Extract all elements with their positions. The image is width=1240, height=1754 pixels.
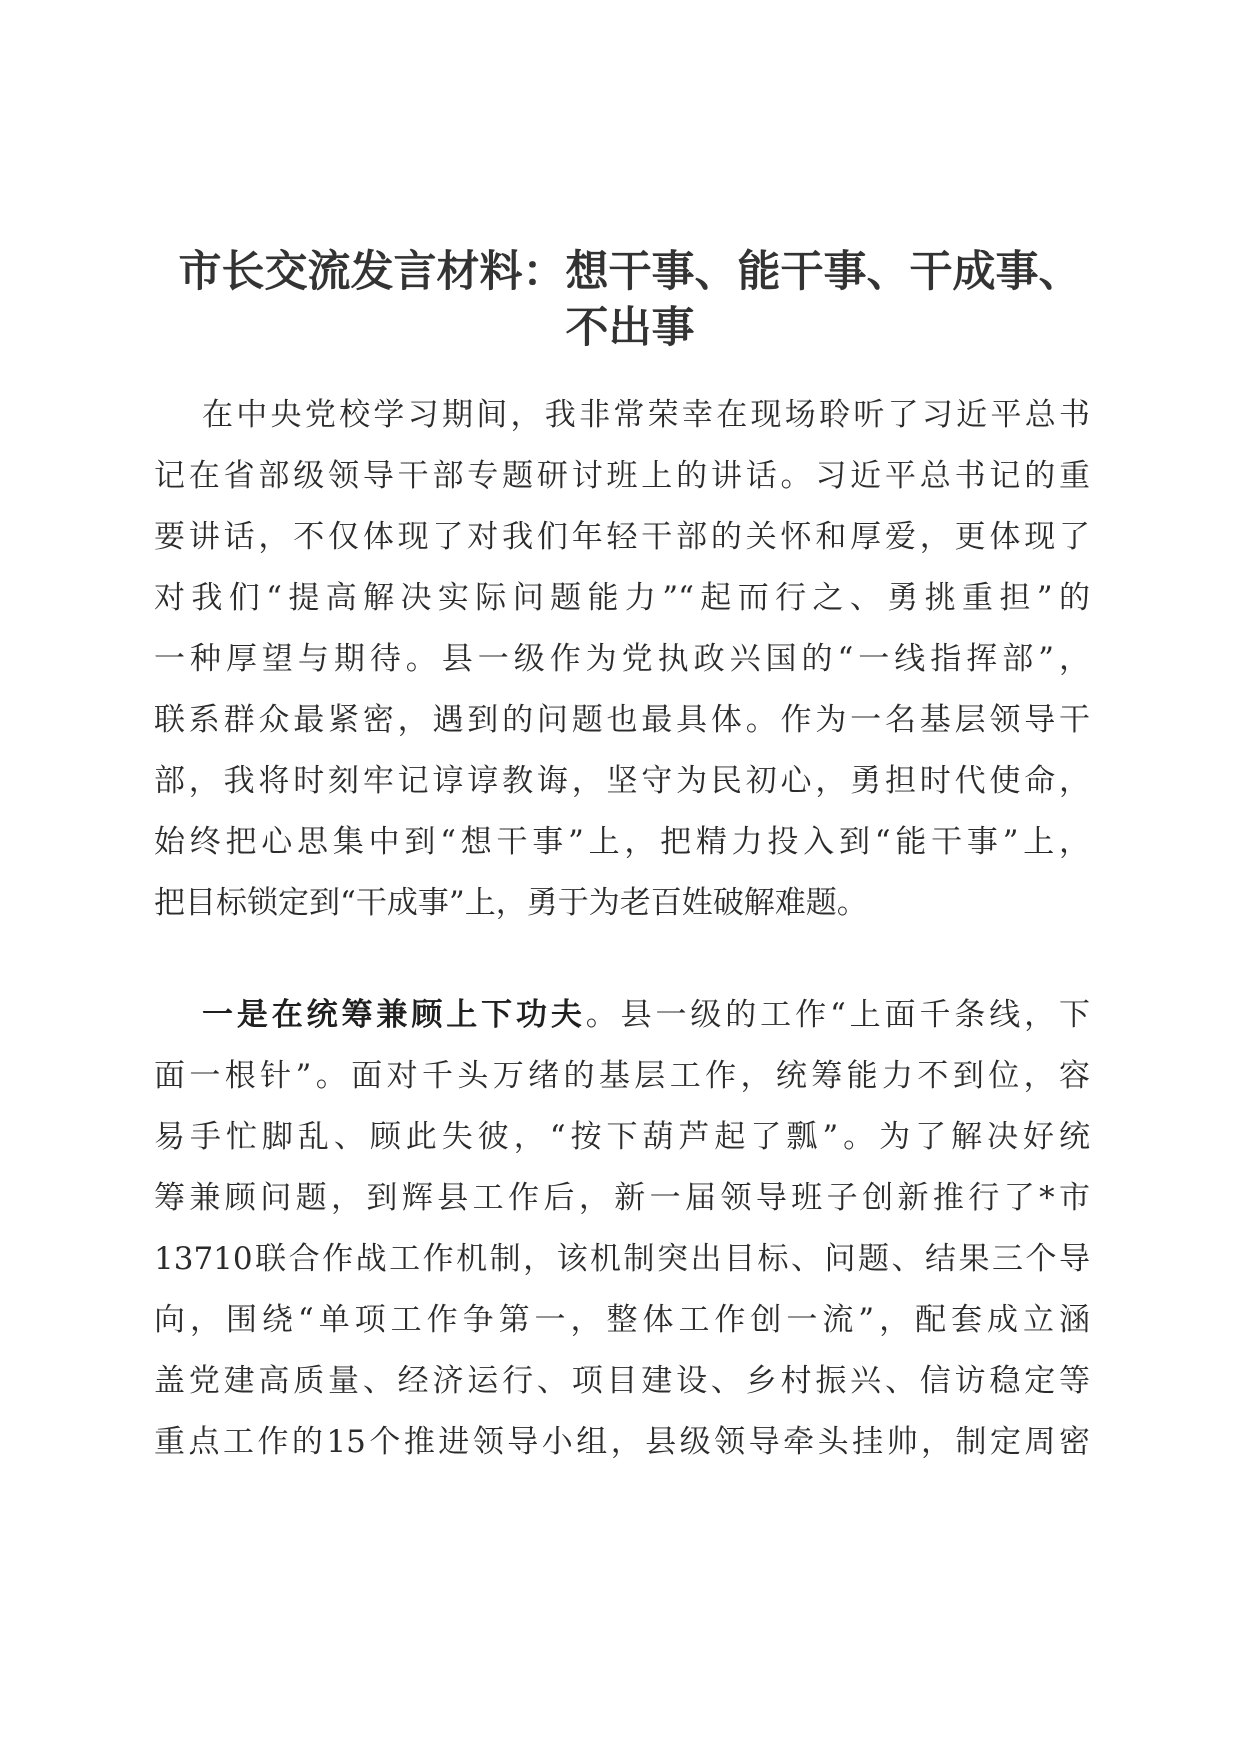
- paragraph-line: 13710联合作战工作机制，该机制突出目标、问题、结果三个导: [154, 1241, 1090, 1277]
- paragraph-line-rest: 。县一级的工作“上面千条线，下: [585, 997, 1090, 1033]
- paragraph-line: 一种厚望与期待。县一级作为党执政兴国的“一线指挥部”，: [154, 641, 1090, 677]
- paragraph-line: [154, 985, 1090, 1046]
- paragraph-line: 把目标锁定到“干成事”上，勇于为老百姓破解难题。: [154, 885, 868, 921]
- paragraph-line: 联系群众最紧密，遇到的问题也最具体。作为一名基层领导干: [154, 702, 1090, 738]
- paragraph-line: 在中央党校学习期间，我非常荣幸在现场聆听了习近平总书: [202, 397, 1090, 433]
- document-title: [150, 244, 1110, 356]
- paragraph-line: 向，围绕“单项工作争第一，整体工作创一流”，配套成立涵: [154, 1302, 1090, 1338]
- paragraph-lead-heading: 一是在统筹兼顾上下功夫: [202, 997, 586, 1033]
- paragraph-line: 始终把心思集中到“想干事”上，把精力投入到“能干事”上，: [154, 824, 1090, 860]
- paragraph-line: 面一根针”。面对千头万绪的基层工作，统筹能力不到位，容: [154, 1058, 1090, 1094]
- paragraph-line: 重点工作的15个推进领导小组，县级领导牵头挂帅，制定周密: [154, 1424, 1090, 1460]
- paragraph-line: 部，我将时刻牢记谆谆教诲，坚守为民初心，勇担时代使命，: [154, 763, 1090, 799]
- title-line-2: 不出事: [565, 303, 695, 353]
- paragraph-line: 对我们“提高解决实际问题能力”“起而行之、勇挑重担”的: [154, 580, 1090, 616]
- paragraph-1: [154, 385, 1090, 934]
- paragraph-line: 要讲话，不仅体现了对我们年轻干部的关怀和厚爱，更体现了: [154, 519, 1090, 555]
- paragraph-line: 盖党建高质量、经济运行、项目建设、乡村振兴、信访稳定等: [154, 1363, 1090, 1399]
- paragraph-2: [154, 985, 1090, 1473]
- title-line-1: 市长交流发言材料：想干事、能干事、干成事、: [178, 247, 1082, 297]
- paragraph-line: 筹兼顾问题，到辉县工作后，新一届领导班子创新推行了*市: [154, 1180, 1090, 1216]
- paragraph-line: 易手忙脚乱、顾此失彼，“按下葫芦起了瓢”。为了解决好统: [154, 1119, 1090, 1155]
- paragraph-line: 记在省部级领导干部专题研讨班上的讲话。习近平总书记的重: [154, 458, 1090, 494]
